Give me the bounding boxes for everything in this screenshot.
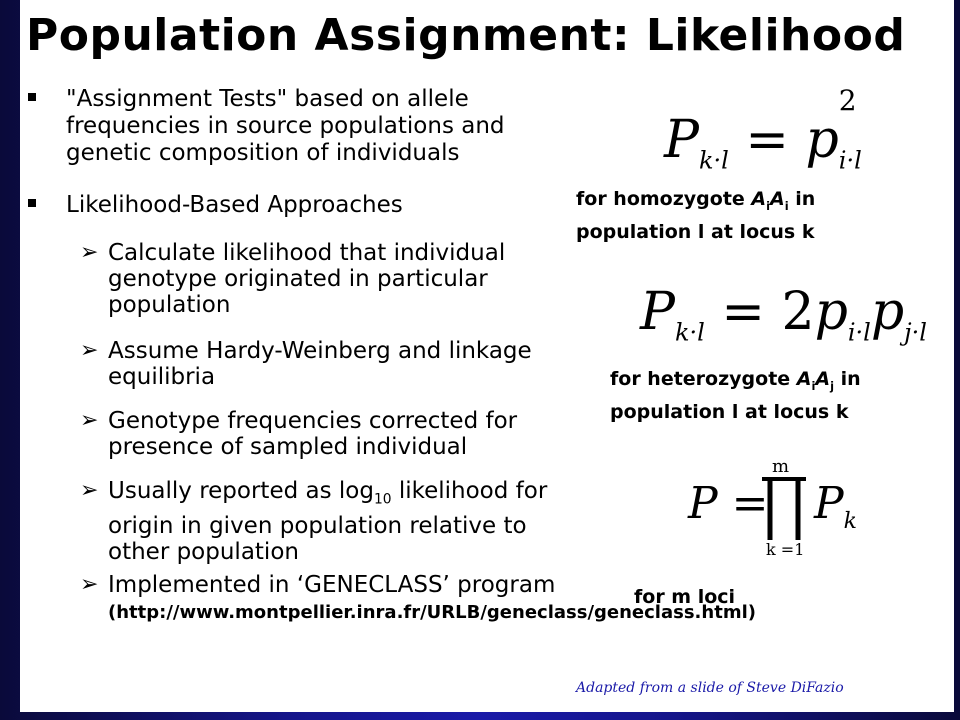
homozygote-formula: $P_{k\cdot l} = p$ 2 $_{i\cdot l}$ [664, 84, 862, 175]
arrow-bullet-icon: ➢ [80, 408, 99, 433]
square-bullet-icon [28, 199, 36, 207]
homozygote-caption: for homozygote $A_iA_i$ in population l at locus k [576, 188, 816, 243]
credit-text: Adapted from a slide of Steve DiFazio [576, 680, 844, 696]
arrow-bullet-icon: ➢ [80, 338, 99, 363]
slide [20, 0, 954, 712]
arrow-bullet-icon: ➢ [80, 478, 99, 503]
product-caption: for m loci [634, 586, 736, 608]
sub-bullet-text: Assume Hardy-Weinberg and linkage equilibria [108, 338, 532, 390]
product-rhs: $P_k$ [814, 478, 857, 534]
arrow-bullet-icon: ➢ [80, 572, 99, 597]
sub-bullet-text: Implemented in ‘GENECLASS’ program (http://www.montpellier.inra.fr/URLB/geneclass/geneclass.html) [108, 572, 756, 623]
product-lower-limit: k =1 [766, 540, 805, 559]
slide-title: Population Assignment: Likelihood [26, 10, 906, 61]
heterozygote-formula: $P_{k\cdot l} = 2p_{i\cdot l}p_{j\cdot l}$ [640, 282, 927, 347]
sub-bullet-text: Usually reported as $\log_{10}$ likelihood for origin in given population relative to other population [108, 478, 548, 565]
geneclass-url: (http://www.montpellier.inra.fr/URLB/geneclass/geneclass.html) [108, 602, 756, 623]
product-formula: P = [688, 478, 769, 529]
sub-bullet-text: Calculate likelihood that individual genotype originated in particular population [108, 240, 506, 318]
arrow-bullet-icon: ➢ [80, 240, 99, 265]
heterozygote-caption: for heterozygote $A_iA_j$ in population l at locus k [610, 368, 861, 423]
bullet-text: Likelihood-Based Approaches [66, 192, 403, 218]
sub-bullet-text: Genotype frequencies corrected for presence of sampled individual [108, 408, 518, 460]
bullet-text: "Assignment Tests" based on allele frequencies in source populations and genetic composition of individuals [66, 86, 505, 166]
square-bullet-icon [28, 93, 36, 101]
product-upper-limit: m [772, 456, 790, 477]
product-symbol-icon [762, 476, 806, 544]
